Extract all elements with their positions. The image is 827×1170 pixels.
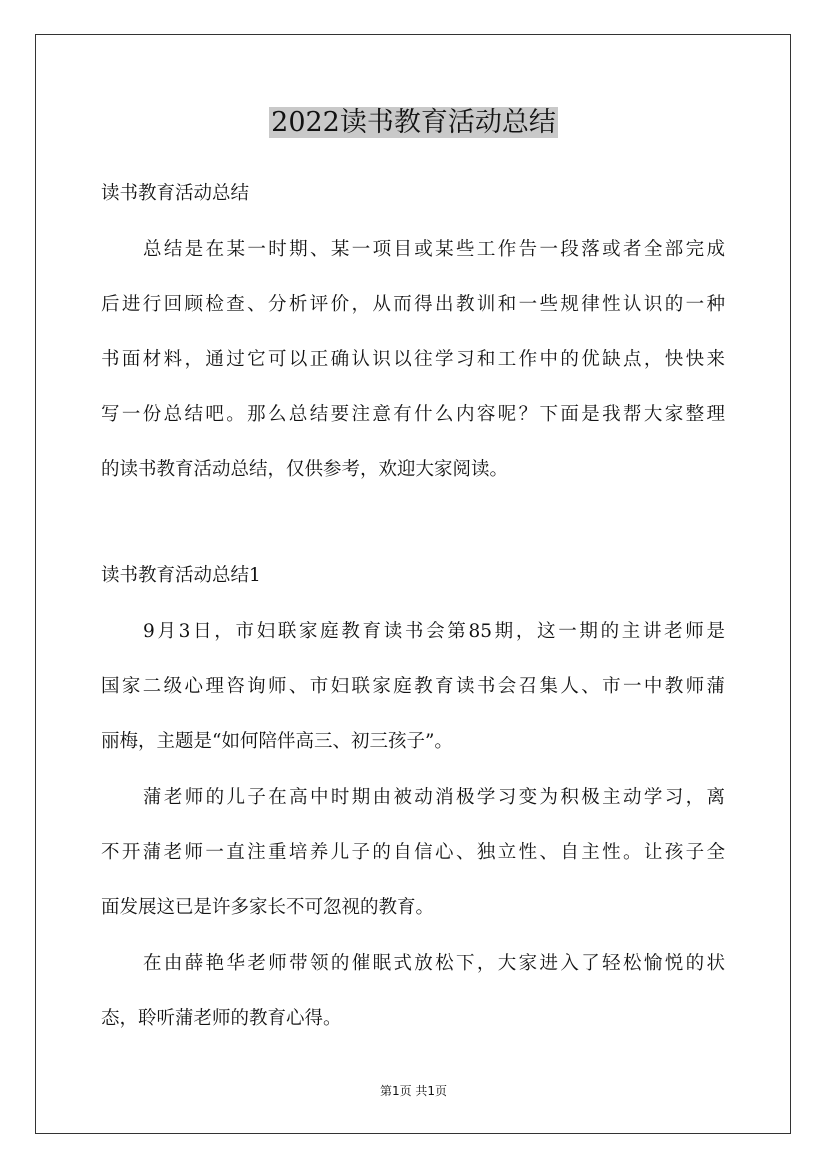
- paragraph-line: 国家二级心理咨询师、市妇联家庭教育读书会召集人、市一中教师蒲: [101, 676, 725, 697]
- page-footer: 第1页 共1页: [379, 1084, 448, 1098]
- paragraph-line: 不开蒲老师一直注重培养儿子的自信心、独立性、自主性。让孩子全: [101, 842, 725, 863]
- paragraph-line: 丽梅，主题是“如何陪伴高三、初三孩子”。: [101, 731, 453, 752]
- paragraph-line: 在由薛艳华老师带领的催眠式放松下，大家进入了轻松愉悦的状: [143, 953, 725, 974]
- intro-line: 书面材料，通过它可以正确认识以往学习和工作中的优缺点，快快来: [101, 349, 725, 370]
- paragraph-line: 面发展这已是许多家长不可忽视的教育。: [101, 897, 435, 918]
- paragraph-line: 态，聆听蒲老师的教育心得。: [101, 1008, 342, 1029]
- intro-line: 总结是在某一时期、某一项目或某些工作告一段落或者全部完成: [143, 239, 725, 260]
- intro-line: 的读书教育活动总结，仅供参考，欢迎大家阅读。: [101, 459, 509, 480]
- intro-line: 写一份总结吧。那么总结要注意有什么内容呢？下面是我帮大家整理: [101, 404, 725, 425]
- document-title-text: 2022读书教育活动总结: [271, 107, 556, 138]
- paragraph-line: 9月3日，市妇联家庭教育读书会第85期，这一期的主讲老师是: [143, 621, 725, 642]
- section-heading: 读书教育活动总结1: [101, 565, 261, 586]
- document-subtitle: 读书教育活动总结: [101, 183, 250, 204]
- intro-line: 后进行回顾检查、分析评价，从而得出教训和一些规律性认识的一种: [101, 294, 725, 315]
- paragraph-line: 蒲老师的儿子在高中时期由被动消极学习变为积极主动学习，离: [143, 787, 725, 808]
- document-title: [0, 103, 827, 143]
